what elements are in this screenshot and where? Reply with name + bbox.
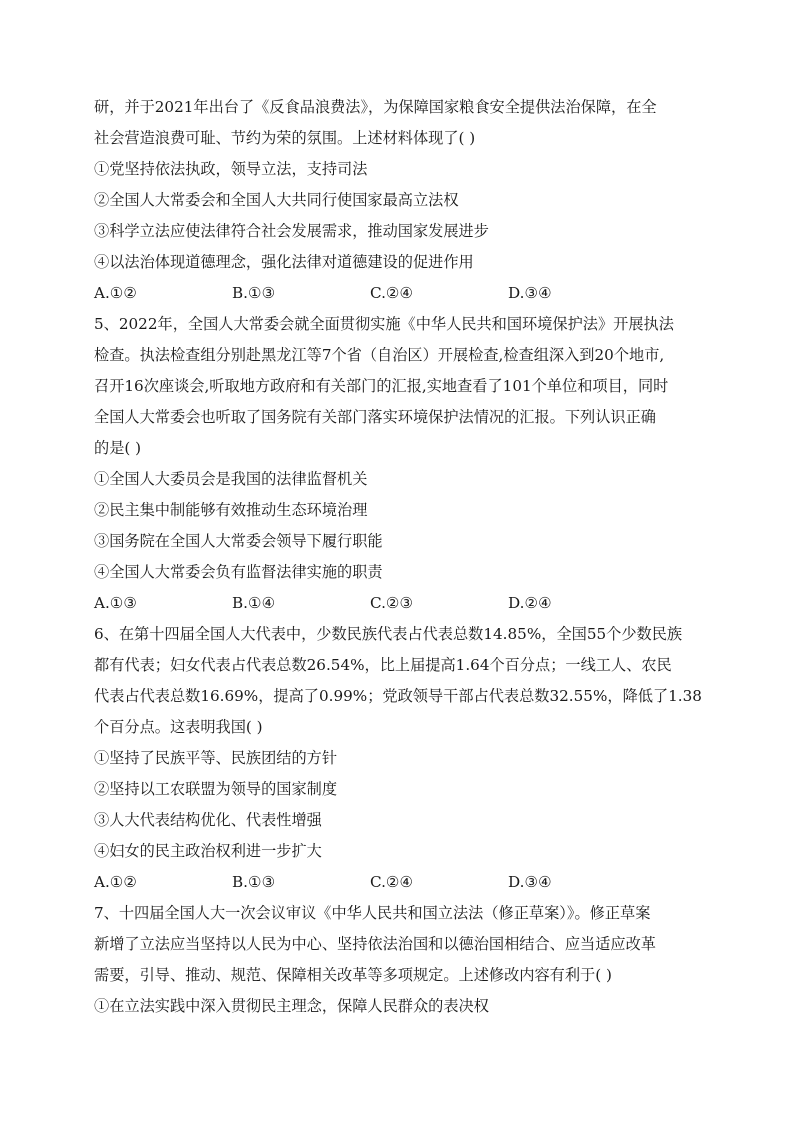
answer-options: [94, 278, 706, 309]
question-text: 新增了立法应当坚持以人民为中心、坚持依法治国和以德治国相结合、应当适应改革: [94, 935, 656, 953]
statement-2: ②民主集中制能够有效推动生态环境治理: [94, 501, 368, 519]
statement-3: ③国务院在全国人大常委会领导下履行职能: [94, 532, 383, 550]
statement-1: ①在立法实践中深入贯彻民主理念，保障人民群众的表决权: [94, 997, 489, 1015]
question-text: 需要，引导、推动、规范、保障相关改革等多项规定。上述修改内容有利于( ): [94, 966, 612, 984]
statement-4: ④全国人大常委会负有监督法律实施的职责: [94, 563, 383, 581]
statement-2: ②坚持以工农联盟为领导的国家制度: [94, 780, 337, 798]
option-b: B.①④: [232, 594, 276, 612]
option-b: B.①③: [232, 284, 276, 302]
question-text: 检查。执法检查组分别赴黑龙江等7个省（自治区）开展检查,检查组深入到20个地市,: [94, 346, 665, 364]
statement-3: ③科学立法应使法律符合社会发展需求，推动国家发展进步: [94, 222, 489, 240]
option-a: A.①②: [94, 873, 138, 891]
question-7: [94, 898, 706, 1022]
statement-1: ①全国人大委员会是我国的法律监督机关: [94, 470, 368, 488]
option-c: C.②③: [370, 594, 414, 612]
question-text: 都有代表；妇女代表占代表总数26.54%，比上届提高1.64个百分点；一线工人、农民: [94, 656, 672, 674]
answer-options: [94, 588, 706, 619]
question-text: 6、在第十四届全国人大代表中，少数民族代表占代表总数14.85%，全国55个少数民族: [94, 625, 683, 643]
question-text: 7、十四届全国人大一次会议审议《中华人民共和国立法法（修正草案）》。修正草案: [94, 904, 651, 922]
question-text: 代表占代表总数16.69%，提高了0.99%；党政领导干部占代表总数32.55%，降低了1.38: [94, 687, 702, 705]
option-a: A.①②: [94, 284, 138, 302]
option-c: C.②④: [370, 873, 414, 891]
statement-1: ①坚持了民族平等、民族团结的方针: [94, 749, 337, 767]
question-text: 召开16次座谈会,听取地方政府和有关部门的汇报,实地查看了101个单位和项目，同时: [94, 377, 669, 395]
option-b: B.①③: [232, 873, 276, 891]
question-6: [94, 619, 706, 898]
question-text: 的是( ): [94, 439, 142, 457]
option-d: D.③④: [508, 284, 552, 302]
statement-2: ②全国人大常委会和全国人大共同行使国家最高立法权: [94, 191, 459, 209]
text-line: 研，并于2021年出台了《反食品浪费法》，为保障国家粮食安全提供法治保障，在全: [94, 98, 657, 116]
statement-1: ①党坚持依法执政，领导立法，支持司法: [94, 160, 368, 178]
statement-4: ④妇女的民主政治权利进一步扩大: [94, 842, 322, 860]
text-line: 社会营造浪费可耻、节约为荣的氛围。上述材料体现了( ): [94, 129, 476, 147]
option-a: A.①③: [94, 594, 138, 612]
option-d: D.②④: [508, 594, 552, 612]
answer-options: [94, 867, 706, 898]
question-4-continuation: [94, 92, 706, 309]
question-text: 全国人大常委会也听取了国务院有关部门落实环境保护法情况的汇报。下列认识正确: [94, 408, 656, 426]
question-text: 5、2022年，全国人大常委会就全面贯彻实施《中华人民共和国环境保护法》开展执法: [94, 315, 674, 333]
option-c: C.②④: [370, 284, 414, 302]
statement-3: ③人大代表结构优化、代表性增强: [94, 811, 322, 829]
question-5: [94, 309, 706, 619]
document-page: [94, 92, 706, 1022]
statement-4: ④以法治体现道德理念，强化法律对道德建设的促进作用: [94, 253, 474, 271]
question-text: 个百分点。这表明我国( ): [94, 718, 263, 736]
option-d: D.③④: [508, 873, 552, 891]
